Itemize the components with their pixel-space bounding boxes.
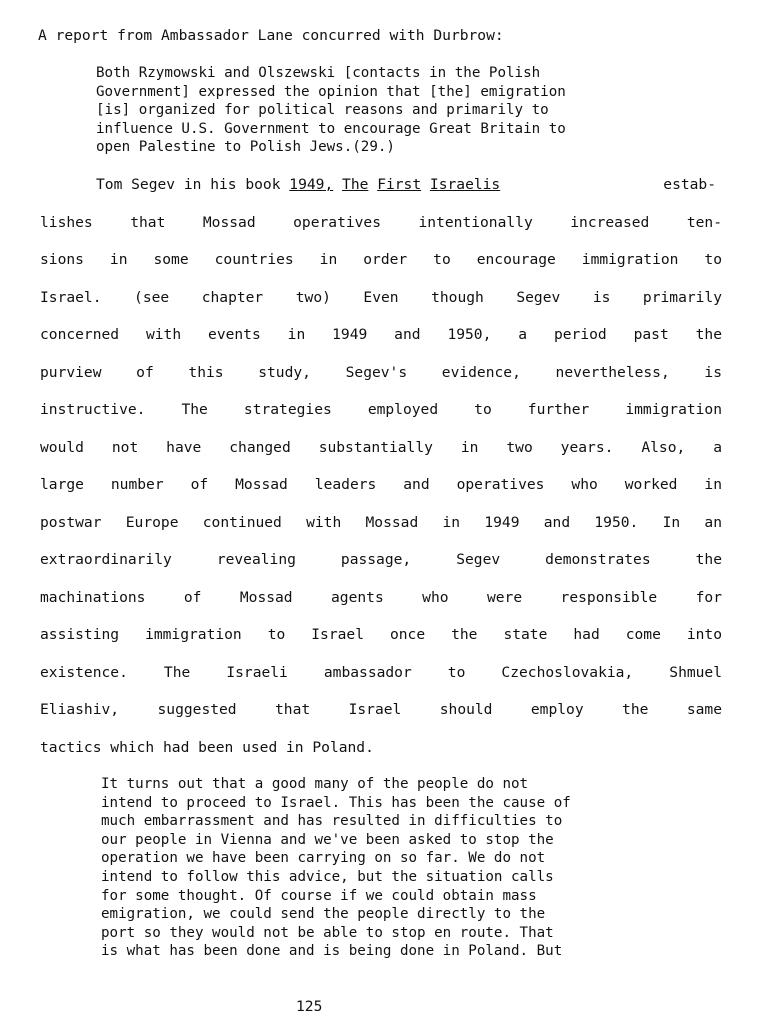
quote-line: emigration, we could send the people directly to the xyxy=(101,906,546,923)
body-first-line-suffix: estab- xyxy=(663,176,716,193)
body-line: lishes that Mossad operatives intentionally increased ten- xyxy=(40,213,722,231)
body-line: purview of this study, Segev's evidence, nevertheless, is xyxy=(40,363,722,381)
quote-line: influence U.S. Government to encourage Great Britain to xyxy=(96,120,566,137)
intro-line: A report from Ambassador Lane concurred with Durbrow: xyxy=(38,27,504,44)
body-line: postwar Europe continued with Mossad in 1949 and 1950. In an xyxy=(40,513,722,531)
body-line: sions in some countries in order to encourage immigration to xyxy=(40,251,722,268)
quote-line: open Palestine to Polish Jews.(29.) xyxy=(96,139,395,155)
quote-line: [is] organized for political reasons and primarily to xyxy=(96,102,549,118)
body-first-line xyxy=(96,176,716,194)
quote-line: It turns out that a good many of the people do not xyxy=(101,776,529,792)
page-number: 125 xyxy=(296,998,323,1015)
body-line: would not have changed substantially in two years. Also, a xyxy=(40,438,722,456)
body-line: concerned with events in 1949 and 1950, a period past the xyxy=(40,326,722,343)
book-title-word: Israelis xyxy=(429,176,501,193)
book-title-word: First xyxy=(377,176,422,193)
body-line: machinations of Mossad agents who were responsible for xyxy=(40,588,722,606)
body-line: large number of Mossad leaders and operatives who worked in xyxy=(40,476,722,493)
quote-line: intend to follow this advice, but the situation calls xyxy=(101,869,554,885)
body-line: instructive. The strategies employed to further immigration xyxy=(40,401,722,418)
body-first-line-prefix: Tom Segev in his book xyxy=(96,176,290,193)
quote-line: much embarrassment and has resulted in difficulties to xyxy=(101,813,563,830)
quote-line: port so they would not be able to stop en route. That xyxy=(101,924,554,941)
body-line: existence. The Israeli ambassador to Czechoslovakia, Shmuel xyxy=(40,663,722,681)
book-title-word: 1949, xyxy=(289,176,334,193)
quote-line: intend to proceed to Israel. This has been the cause of xyxy=(101,794,571,811)
body-line: Israel. (see chapter two) Even though Segev is primarily xyxy=(40,288,722,306)
quote-line: Both Rzymowski and Olszewski [contacts in the Polish xyxy=(96,65,541,81)
quote-line: our people in Vienna and we've been asked to stop the xyxy=(101,831,554,848)
body-line: assisting immigration to Israel once the state had come into xyxy=(40,626,722,643)
quote-line: operation we have been carrying on so far. We do not xyxy=(101,850,546,867)
quote-line: is what has been done and is being done in Poland. But xyxy=(101,943,563,960)
quote-line: Government] expressed the opinion that [the] emigration xyxy=(96,83,566,100)
book-title-word: The xyxy=(342,176,369,193)
body-line: Eliashiv, suggested that Israel should employ the same xyxy=(40,701,722,718)
quote-line: for some thought. Of course if we could obtain mass xyxy=(101,887,537,904)
body-line: extraordinarily revealing passage, Segev demonstrates the xyxy=(40,551,722,568)
body-line: tactics which had been used in Poland. xyxy=(40,738,374,756)
